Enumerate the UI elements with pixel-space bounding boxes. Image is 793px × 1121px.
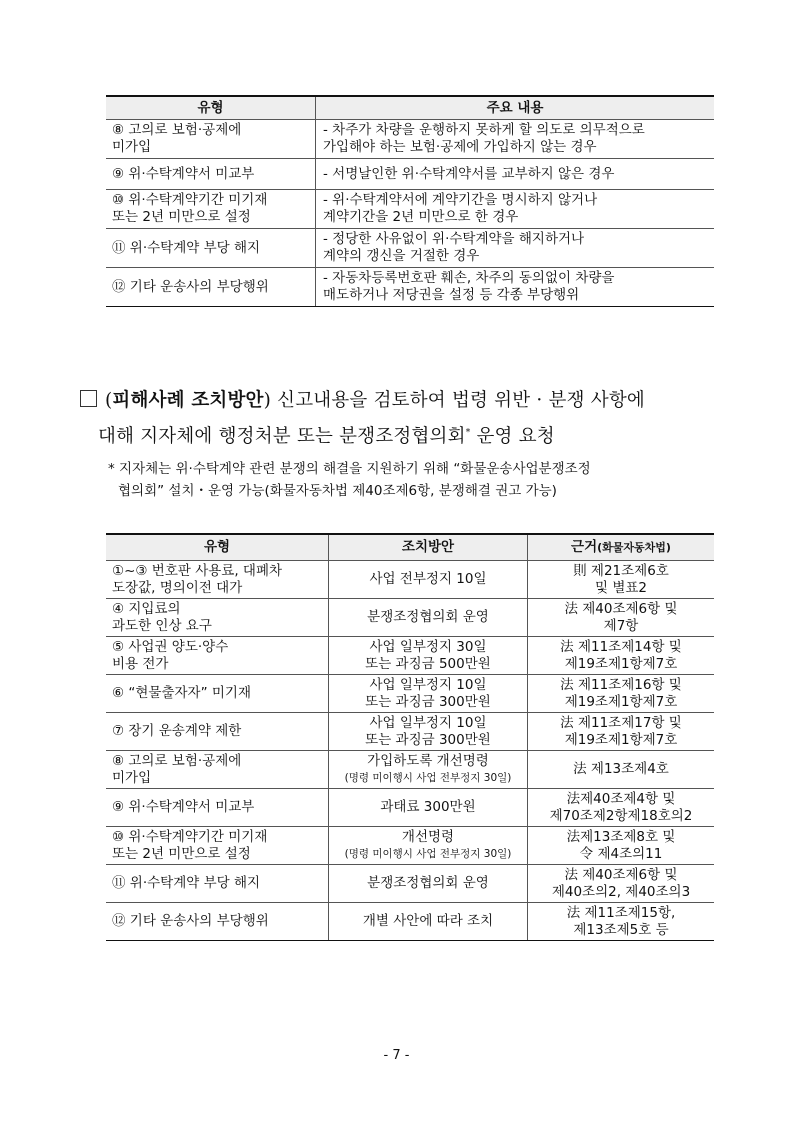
type-cell: ⑦ 장기 운송계약 제한: [106, 713, 329, 751]
table-row: [106, 675, 714, 713]
basis-cell: 法 제11조제14항 및 제19조제1항제7호: [528, 637, 715, 675]
footnote: [108, 458, 728, 502]
table-row: [106, 229, 714, 268]
footnote-line-1: * 지자체는 위·수탁계약 관련 분쟁의 해결을 지원하기 위해 “화물운송사업분쟁조정: [108, 461, 591, 477]
basis-cell: 法제40조제4항 및 제70조제2항제18호의2: [528, 789, 715, 827]
table-row: [106, 599, 714, 637]
section-line-2: [80, 417, 720, 453]
table-row: [106, 120, 714, 159]
table-header-row: [106, 96, 714, 120]
header-basis: [528, 534, 715, 561]
table-row: [106, 751, 714, 789]
action-text: 과태료 300만원: [380, 799, 476, 815]
table-header-row: [106, 534, 714, 561]
action-cell: [329, 713, 528, 751]
basis-cell: 法 제11조제17항 및 제19조제1항제7호: [528, 713, 715, 751]
basis-cell: 法 제13조제4호: [528, 751, 715, 789]
footnote-line-2: 협의회” 설치・운영 가능(화물자동차법 제40조제6항, 분쟁해결 권고 가능): [118, 483, 557, 499]
basis-cell: 法 제11조제15항, 제13조제5호 등: [528, 903, 715, 941]
type-cell: ⑩ 위·수탁계약기간 미기재 또는 2년 미만으로 설정: [106, 190, 316, 229]
table-row: [106, 561, 714, 599]
description-cell: - 차주가 차량을 운행하지 못하게 할 의도로 의무적으로 가입해야 하는 보험·공제에 가입하지 않는 경우: [316, 120, 715, 159]
page-number: - 7 -: [383, 1048, 410, 1063]
checkbox-square-icon: [80, 390, 97, 407]
action-text: 사업 전부정지 10일: [369, 571, 487, 587]
type-cell: ⑥ “현물출자자” 미기재: [106, 675, 329, 713]
description-cell: - 자동차등록번호판 훼손, 차주의 동의없이 차량을 매도하거나 저당권을 설정 등 각종 부당행위: [316, 268, 715, 307]
type-cell: ①~③ 번호판 사용료, 대폐차 도장값, 명의이전 대가: [106, 561, 329, 599]
table-row: [106, 713, 714, 751]
footnote-marker: *: [465, 428, 471, 438]
type-cell: ⑫ 기타 운송사의 부당행위: [106, 903, 329, 941]
type-cell: ⑤ 사업권 양도·양수 비용 전가: [106, 637, 329, 675]
table-row: [106, 159, 714, 190]
type-cell: ⑪ 위·수탁계약 부당 해지: [106, 865, 329, 903]
action-cell: [329, 675, 528, 713]
table-row: [106, 865, 714, 903]
table-row: [106, 268, 714, 307]
action-cell: [329, 865, 528, 903]
description-cell: - 위·수탁계약서에 계약기간을 명시하지 않거나 계약기간을 2년 미만으로 한 경우: [316, 190, 715, 229]
section-paragraph: [80, 385, 720, 453]
action-cell: [329, 599, 528, 637]
section-line-2-text: 대해 지자체에 행정처분 또는 분쟁조정협의회: [98, 426, 466, 448]
description-cell: - 서명날인한 위·수탁계약서를 교부하지 않은 경우: [316, 159, 715, 190]
basis-cell: 法 제40조제6항 및 제7항: [528, 599, 715, 637]
basis-cell: 法제13조제8호 및 令 제4조의11: [528, 827, 715, 865]
table-row: [106, 827, 714, 865]
header-action: 조치방안: [329, 534, 528, 561]
section-line-2-end: 운영 요청: [470, 426, 555, 448]
measures-table: [106, 533, 714, 941]
header-type: 유형: [106, 96, 316, 120]
type-cell: ⑪ 위·수탁계약 부당 해지: [106, 229, 316, 268]
action-cell: [329, 751, 528, 789]
action-text: 사업 일부정지 10일 또는 과징금 300만원: [365, 714, 491, 748]
action-note: (명령 미이행시 사업 전부정지 30일): [344, 847, 512, 860]
table-row: [106, 637, 714, 675]
section-line-1: (피해사례 조치방안) 신고내용을 검토하여 법령 위반 · 분쟁 사항에: [80, 385, 720, 417]
table-row: [106, 789, 714, 827]
action-note: (명령 미이행시 사업 전부정지 30일): [344, 771, 512, 784]
basis-cell: 法 제11조제16항 및 제19조제1항제7호: [528, 675, 715, 713]
basis-cell: 則 제21조제6호 및 별표2: [528, 561, 715, 599]
header-type: 유형: [106, 534, 329, 561]
action-cell: [329, 827, 528, 865]
basis-cell: 法 제40조제6항 및 제40조의2, 제40조의3: [528, 865, 715, 903]
action-cell: [329, 637, 528, 675]
type-cell: ⑧ 고의로 보험·공제에 미가입: [106, 751, 329, 789]
type-cell: ⑫ 기타 운송사의 부당행위: [106, 268, 316, 307]
table-row: [106, 190, 714, 229]
section-heading: 피해사례 조치방안: [112, 390, 264, 411]
action-cell: [329, 561, 528, 599]
header-description: 주요 내용: [316, 96, 715, 120]
table-row: [106, 903, 714, 941]
action-cell: [329, 789, 528, 827]
type-cell: ⑨ 위·수탁계약서 미교부: [106, 159, 316, 190]
action-text: 가입하도록 개선명령: [367, 752, 489, 769]
action-text: 개선명령: [401, 828, 455, 845]
type-cell: ⑩ 위·수탁계약기간 미기재 또는 2년 미만으로 설정: [106, 827, 329, 865]
action-text: 분쟁조정협의회 운영: [367, 875, 489, 891]
action-cell: [329, 903, 528, 941]
header-basis-small: (화물자동차법): [597, 541, 671, 554]
type-cell: ⑨ 위·수탁계약서 미교부: [106, 789, 329, 827]
section-line-1-text: 신고내용을 검토하여 법령 위반 · 분쟁 사항에: [271, 390, 645, 411]
action-text: 사업 일부정지 30일 또는 과징금 500만원: [365, 638, 491, 672]
action-text: 개별 사안에 따라 조치: [362, 913, 494, 929]
description-cell: - 정당한 사유없이 위·수탁계약을 해지하거나 계약의 갱신을 거절한 경우: [316, 229, 715, 268]
type-cell: ④ 지입료의 과도한 인상 요구: [106, 599, 329, 637]
action-text: 분쟁조정협의회 운영: [367, 609, 489, 625]
action-text: 사업 일부정지 10일 또는 과징금 300만원: [365, 676, 491, 710]
header-basis-label: 근거: [571, 539, 598, 555]
violation-types-table: [106, 95, 714, 307]
type-cell: ⑧ 고의로 보험·공제에 미가입: [106, 120, 316, 159]
